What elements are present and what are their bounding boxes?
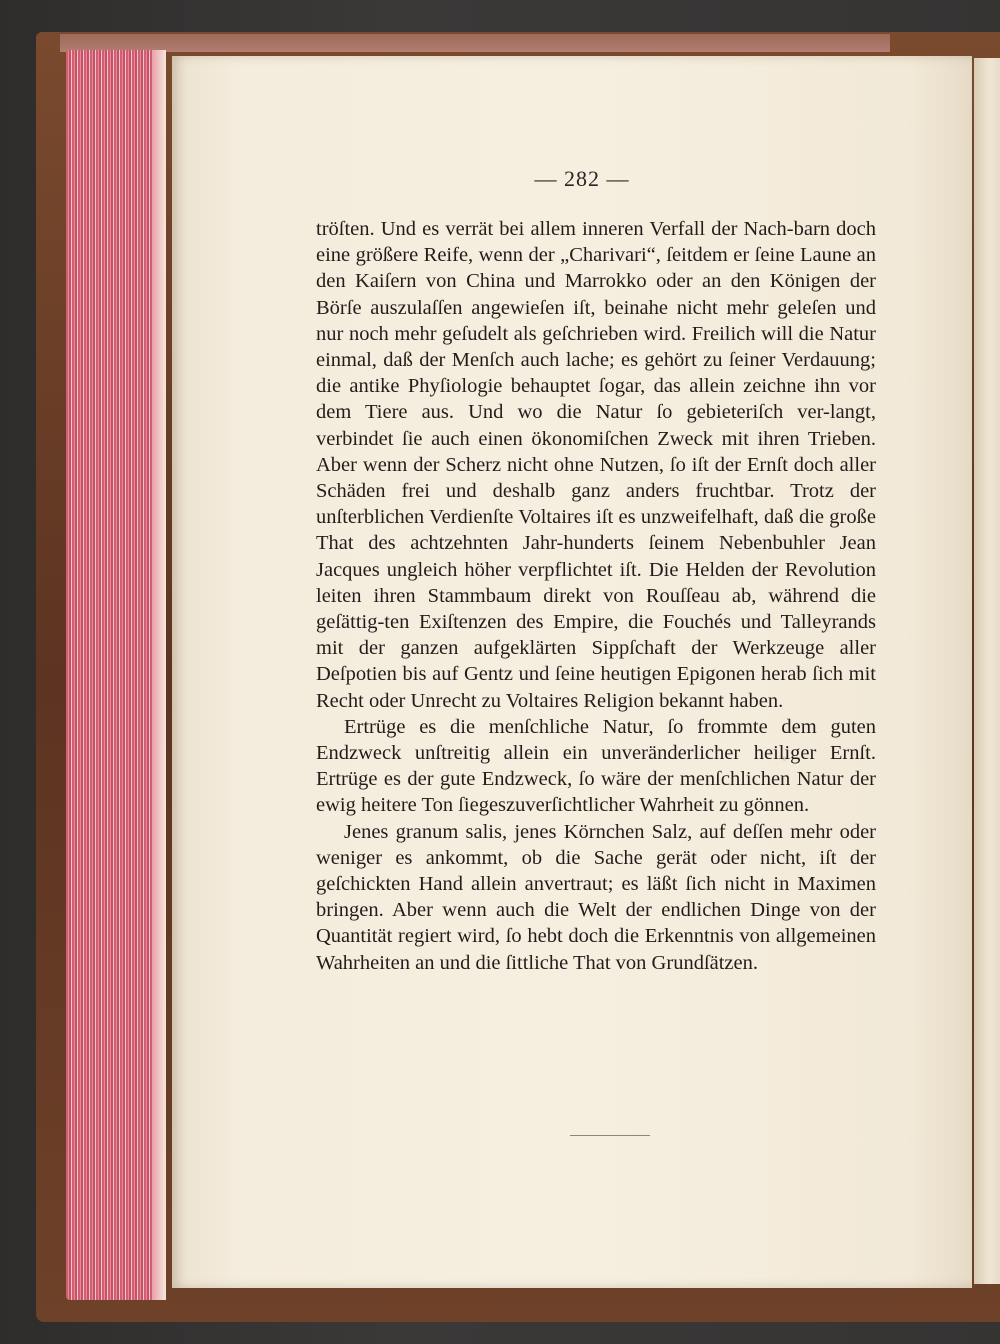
- paragraph-3: Jenes granum salis, jenes Körnchen Salz, auf deſſen mehr oder weniger es ankommt, ob die Sache gerät oder nicht, iſt der geſchickten Hand allein anvertraut; es läßt ſich nicht in Maximen bringen. Aber wenn auch die Welt der endlichen Dinge von der Quantität regiert wird, ſo hebt doch die Erkenntnis von allgemeinen Wahrheiten an und die ſittliche That von Grundſätzen.: [316, 820, 876, 974]
- book-cover-top-edge: [60, 34, 890, 52]
- facing-page-edge: [974, 58, 1000, 1284]
- paragraph-1: tröſten. Und es verrät bei allem inneren Verfall der Nach-barn doch eine größere Reife, wenn der „Charivari“, ſeitdem er ſeine Laune an den Kaiſern von China und Marrokko oder an den Königen der Börſe auszulaſſen angewieſen iſt, beinahe nicht mehr geleſen und nur noch mehr geſudelt als geſchrieben wird. Freilich will die Natur einmal, daß der Menſch auch lache; es gehört zu ſeiner Verdauung; die antike Phyſiologie behauptet ſogar, das allein zeichne ihn vor dem Tiere aus. Und wo die Natur ſo gebieteriſch ver-langt, verbindet ſie auch einen ökonomiſchen Zweck mit ihren Trieben. Aber wenn der Scherz nicht ohne Nutzen, ſo iſt der Ernſt doch aller Schäden frei und deshalb ganz anders fruchtbar. Trotz der unſterblichen Verdienſte Voltaires iſt es unzweifelhaft, daß die große That des achtzehnten Jahr-hunderts ſeinem Nebenbuhler Jean Jacques ungleich höher verpflichtet iſt. Die Helden der Revolution leiten ihren Stammbaum direkt von Rouſſeau ab, während die geſättig-ten Exiſtenzen des Empire, die Fouchés und Talleyrands mit der ganzen aufgeklärten Sippſchaft der Werkzeuge aller Deſpotien bis auf Gentz und ſeine heutigen Epigonen herab ſich mit Recht oder Unrecht zu Voltaires Religion bekannt haben.: [316, 218, 876, 712]
- page-number: — 282 —: [534, 166, 630, 191]
- paragraph-2: Ertrüge es die menſchliche Natur, ſo frommte dem guten Endzweck unſtreitig allein ein unveränderlicher heiliger Ernſt. Ertrüge es der gute Endzweck, ſo wäre der menſchlichen Natur der ewig heitere Ton ſiegeszuverſichtlicher Wahrheit zu gönnen.: [316, 715, 876, 817]
- page-edges-red: [66, 50, 166, 1300]
- end-rule: [570, 1135, 650, 1136]
- body-text: [316, 216, 876, 976]
